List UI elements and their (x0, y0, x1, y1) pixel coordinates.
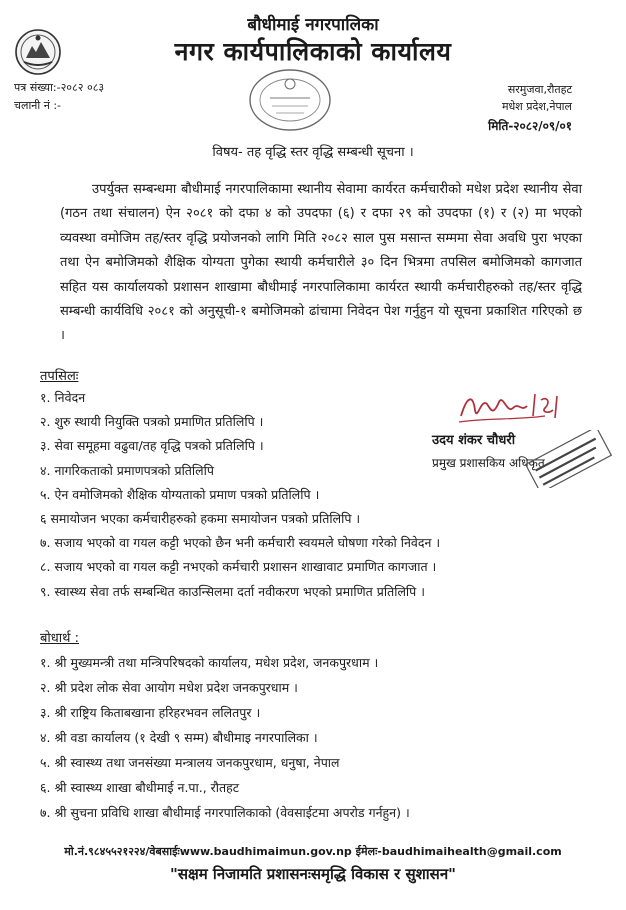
signatory-title: प्रमुख प्रशासकिय अधिकृत (432, 456, 545, 470)
details-heading: तपसिलः (40, 369, 79, 384)
list-item: ४. नागरिकताको प्रमाणपत्रको प्रतिलिपि (40, 462, 214, 478)
address-line-1: सरमुजवा,रौतहट (507, 83, 572, 96)
reference-number: पत्र संख्या:-२०८२ ०८३ (14, 81, 105, 94)
list-item: ३. सेवा समूहमा वढुवा/तह वृद्धि पत्रको प्रतिलिपि । (40, 438, 264, 454)
cc-heading: बोधार्थ : (40, 631, 79, 646)
office-title: नगर कार्यपालिकाको कार्यालय (174, 37, 452, 66)
signature (455, 386, 575, 428)
office-name: बौधीमाई नगरपालिका (247, 15, 379, 35)
cc-list (40, 650, 410, 825)
address-line-2: मधेश प्रदेश,नेपाल (501, 100, 572, 113)
contact-info: मो.नं.९८४५५२१२२४/वेबसाईःwww.baudhimaimun.gov.np ईमेलः-baudhimaihealth@gmail.com (64, 845, 562, 858)
list-item: ५. ऐन वमोजिमको शैक्षिक योग्यताको प्रमाण पत्रको प्रतिलिपि । (40, 486, 320, 502)
subject-line: विषय- तह वृद्धि स्तर वृद्धि सम्बन्धी सूचना । (212, 145, 414, 160)
list-item: १. निवेदन (40, 390, 86, 405)
list-item: २. श्री प्रदेश लोक सेवा आयोग मधेश प्रदेश जनकपुरधाम । (40, 680, 298, 695)
officer-stamp (522, 430, 614, 488)
document-date: मिति-२०८२/०९/०१ (488, 119, 572, 133)
list-item: ८. सजाय भएको वा गयल कट्टी नभएको कर्मचारी प्रशासन शाखावाट प्रमाणित कागजात । (40, 559, 437, 575)
details-list (40, 386, 440, 604)
list-item: ६ समायोजन भएका कर्मचारीहरुको हकमा समायोजन पत्रको प्रतिलिपि । (40, 510, 361, 526)
office-seal-stamp (240, 66, 340, 134)
list-item: ७. श्री सुचना प्रविधि शाखा बौधीमाई नगरपालिकाको (वेवसाईटमा अपरोड गर्नहुन) । (40, 805, 410, 820)
list-item: ९. स्वास्थ्य सेवा तर्फ सम्बन्धित काउन्सिलमा दर्ता नवीकरण भएको प्रमाणित प्रतिलिपि । (40, 583, 425, 599)
office-motto: "सक्षम निजामति प्रशासनःसमृद्धि विकास र सुशासन" (170, 865, 456, 883)
list-item: ३. श्री राष्ट्रिय किताबखाना हरिहरभवन ललितपुर । (40, 705, 261, 720)
list-item: ७. सजाय भएको वा गयल कट्टी भएको छैन भनी कर्मचारी स्वयमले घोषणा गरेको निवेदन । (40, 535, 441, 551)
dispatch-number: चलानी नं :- (14, 99, 62, 112)
list-item: ४. श्री वडा कार्यालय (१ देखी ९ सम्म) बौधीमाइ नगरपालिका । (40, 730, 318, 745)
list-item: ५. श्री स्वास्थ्य तथा जनसंख्या मन्त्रालय जनकपुरधाम, धनुषा, नेपाल (40, 755, 340, 770)
list-item: २. शुरु स्थायी नियुक्ति पत्रको प्रमाणित प्रतिलिपि । (40, 414, 264, 430)
signatory-name: उदय शंकर चौधरी (432, 433, 516, 448)
notice-body: उपर्युक्त सम्बन्धमा बौधीमाई नगरपालिकामा स्थानीय सेवामा कार्यरत कर्मचारीको मधेश प्रदेश स्थानीय सेवा (गठन तथा संचालन) ऐन २०८१ को दफा ४ को उपदफा (६) र दफा २९ को उपदफा (१) र (२) मा भएको व्यवस्था वमोजिम तह/स्तर वृद्धि प्रयोजनको लागि मिति २०८२ साल पुस मसान्त सम्ममा सेवा अवधि पुरा भएका तथा ऐन बमोजिमको शैक्षिक योग्यता पुगेका स्थायी कर्मचारीले ३० दिन भित्रमा तपसिल बमोजिमको कागजात सहित यस कार्यालयको प्रशासन शाखामा बौधीमाई नगरपालिकामा कार्यरत स्थायी कर्मचारीहरुको तह/स्तर वृद्धि सम्बन्धी कार्यविधि २०८१ को अनुसूची-१ बमोजिमको ढांचामा निवेदन पेश गर्नुहुन यो सूचना प्रकाशित गरिएको छ । (60, 182, 582, 344)
list-item: १. श्री मुख्यमन्त्री तथा मन्त्रिपरिषदको कार्यालय, मधेश प्रदेश, जनकपुरधाम । (40, 655, 379, 670)
list-item: ६. श्री स्वास्थ्य शाखा बौधीमाई न.पा., रौतहट (40, 780, 240, 795)
